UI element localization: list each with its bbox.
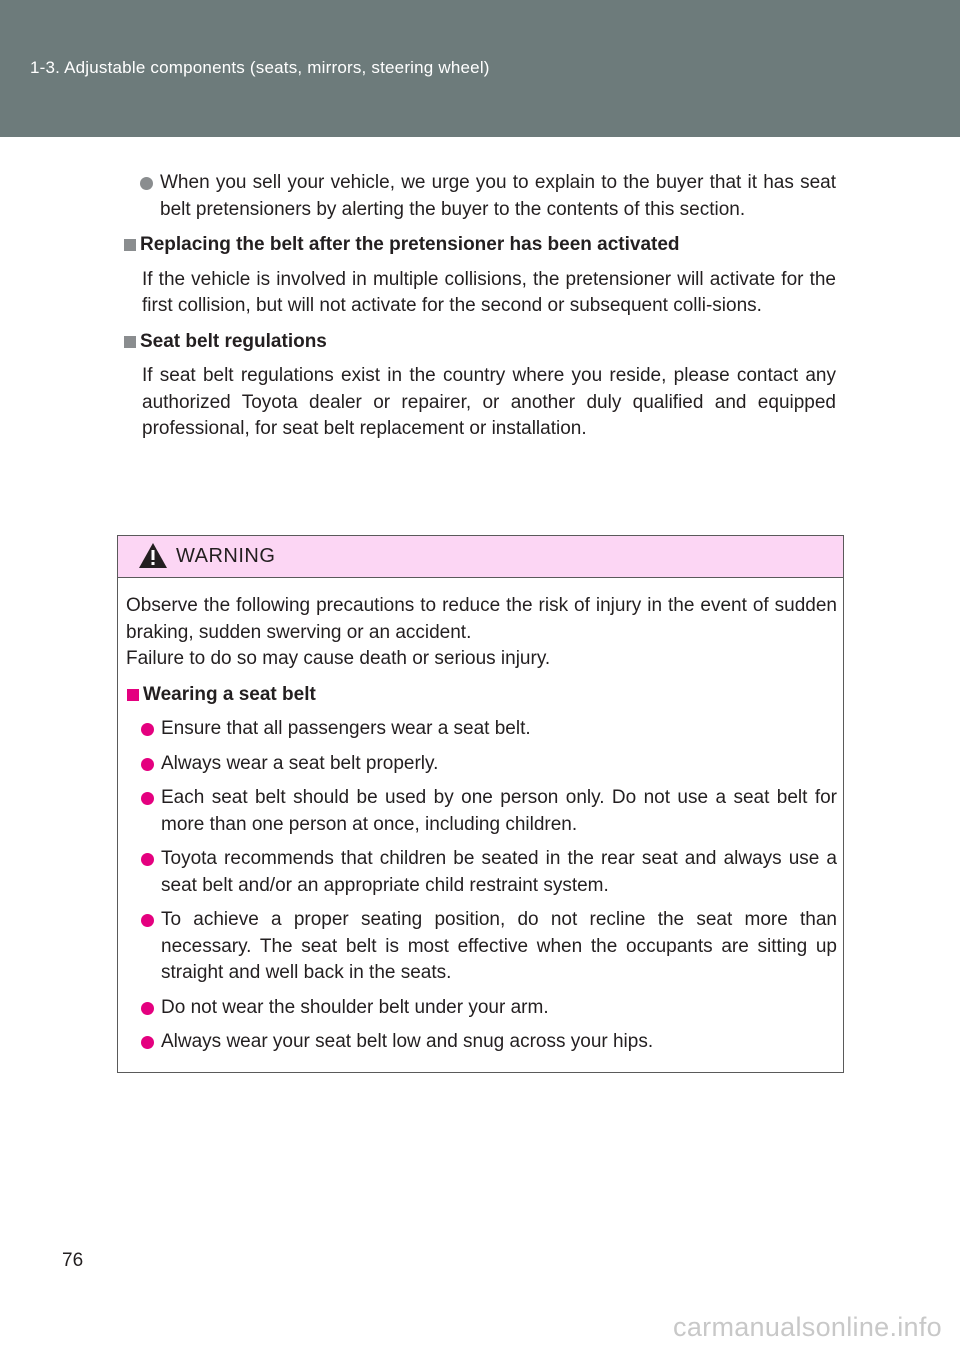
warning-list-item-text: Always wear a seat belt properly. <box>161 752 439 774</box>
pink-square-icon <box>127 689 139 701</box>
section-text-regulations: If seat belt regulations exist in the country where you reside, please contact any authorized Toyota dealer or repairer, or another duly qualified and equipped professional, for seat belt replacement or installation. <box>142 365 836 439</box>
pink-bullet-icon <box>141 792 154 805</box>
pink-bullet-icon <box>141 723 154 736</box>
warning-body <box>126 593 837 1056</box>
warning-list-item <box>126 1029 837 1056</box>
pink-bullet-icon <box>141 914 154 927</box>
gray-square-icon <box>124 239 136 251</box>
warning-list-item-text: Ensure that all passengers wear a seat belt. <box>161 718 531 739</box>
warning-list-item-text: Do not wear the shoulder belt under your arm. <box>161 996 549 1018</box>
warning-list-item-text: Each seat belt should be used by one person only. Do not use a seat belt for more than one person at once, including children. <box>161 787 837 835</box>
warning-intro: Observe the following precautions to reduce the risk of injury in the event of sudden braking, sudden swerving or an accident. <box>126 595 837 643</box>
section-heading-text: Seat belt regulations <box>140 330 327 352</box>
page-header <box>0 0 960 137</box>
warning-intro-2: Failure to do so may cause death or serious injury. <box>126 648 551 669</box>
intro-bullet-text: When you sell your vehicle, we urge you to explain to the buyer that it has seat belt pretensioners by alerting the buyer to the contents of this section. <box>160 172 836 220</box>
warning-list-item-text: Always wear your seat belt low and snug across your hips. <box>161 1031 654 1052</box>
section-heading-text: Replacing the belt after the pretensioner has been activated <box>140 234 680 255</box>
warning-list-item-text: To achieve a proper seating position, do not recline the seat more than necessary. The seat belt is most effective when the occupants are sitting up straight and well back in the seats. <box>161 909 837 983</box>
pink-bullet-icon <box>141 1036 154 1049</box>
warning-list-item <box>126 716 837 743</box>
warning-list-item <box>126 785 837 838</box>
page-number: 76 <box>62 1250 84 1271</box>
warning-triangle-icon <box>138 542 168 569</box>
section-heading-pretensioner <box>120 232 836 259</box>
pink-bullet-icon <box>141 1002 154 1015</box>
warning-list-item <box>126 907 837 987</box>
warning-subheading-text: Wearing a seat belt <box>143 683 316 705</box>
gray-square-icon <box>124 336 136 348</box>
gray-bullet-icon <box>140 177 153 190</box>
section-title: 1-3. Adjustable components (seats, mirrors, steering wheel) <box>30 58 490 77</box>
warning-header <box>118 536 843 578</box>
warning-list-item <box>126 846 837 899</box>
warning-list-item <box>126 751 837 778</box>
pink-bullet-icon <box>141 853 154 866</box>
pink-bullet-icon <box>141 758 154 771</box>
warning-title: WARNING <box>176 545 276 567</box>
warning-subheading <box>126 682 837 709</box>
warning-box <box>117 535 844 1073</box>
section-text-pretensioner: If the vehicle is involved in multiple collisions, the pretensioner will activate for the first collision, but will not activate for the second or subsequent colli-sions. <box>142 268 836 316</box>
section-heading-regulations <box>120 329 836 356</box>
warning-list-item <box>126 995 837 1022</box>
body-content <box>120 170 836 443</box>
intro-bullet <box>120 170 836 223</box>
warning-list-item-text: Toyota recommends that children be seated in the rear seat and always use a seat belt and/or an appropriate child restraint system. <box>161 848 837 896</box>
watermark: carmanualsonline.info <box>673 1312 942 1342</box>
